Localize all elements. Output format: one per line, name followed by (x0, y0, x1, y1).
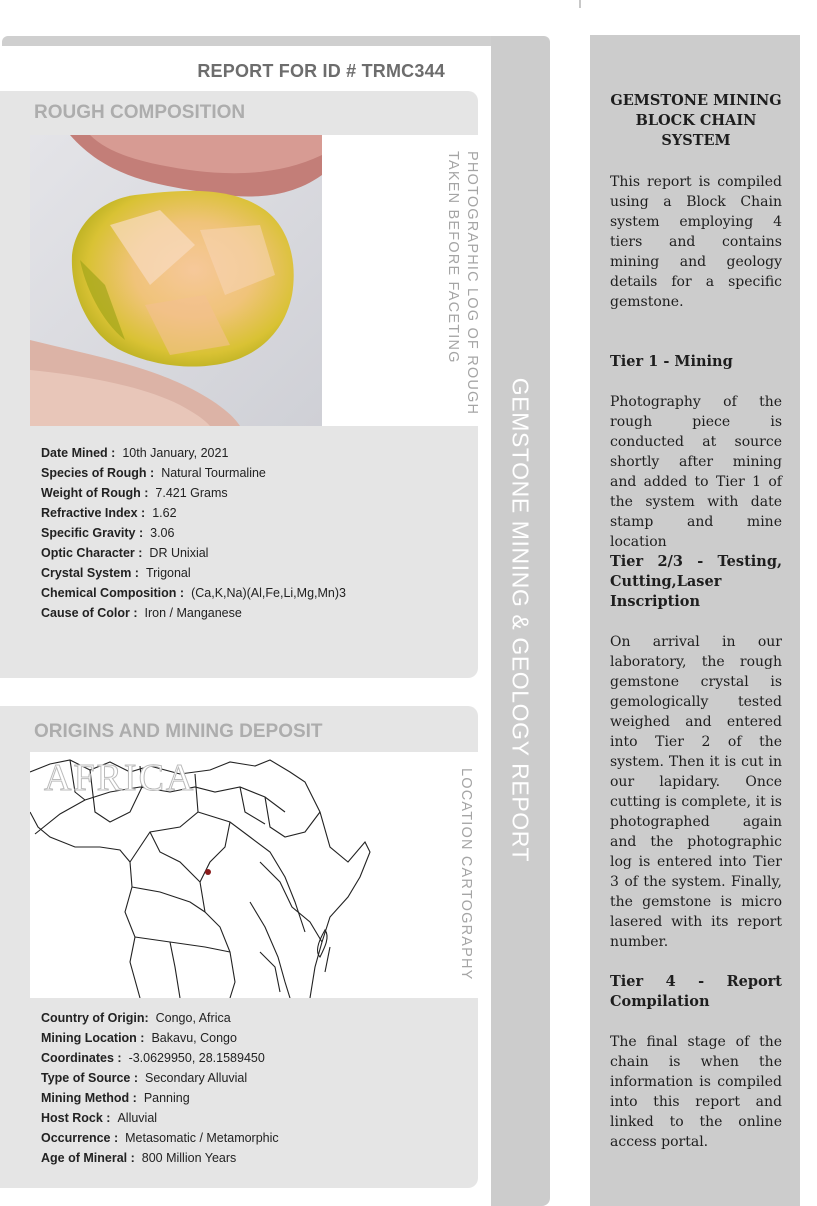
detail-mining-location: Mining Location : Bakavu, Congo (41, 1031, 237, 1045)
sidebar-intro: This report is compiled using a Block Chain system employing 4 tiers and contains mining and geology details for a specific gemstone. (610, 174, 782, 310)
map-caption: LOCATION CARTOGRAPHY (458, 768, 474, 981)
top-divider-tick (579, 0, 581, 8)
map-region-label: AFRICA (44, 757, 196, 799)
mine-location-marker (205, 869, 211, 875)
tier1-body: Photography of the rough piece is conducted at source shortly after mining and added to Tier 1 of the system with date stamp and mine location (610, 394, 782, 550)
photo-caption-line-2: TAKEN BEFORE FACETING (445, 151, 461, 364)
detail-weight: Weight of Rough : 7.421 Grams (41, 486, 228, 500)
vertical-band-title: GEMSTONE MINING & GEOLOGY REPORT (507, 377, 534, 863)
photo-caption (443, 151, 481, 415)
origins-title: ORIGINS AND MINING DEPOSIT (34, 721, 323, 742)
detail-chemical-composition: Chemical Composition : (Ca,K,Na)(Al,Fe,Li,Mg,Mn)3 (41, 586, 346, 600)
sidebar-heading: GEMSTONE MINING BLOCK CHAIN SYSTEM (610, 92, 782, 149)
detail-type-of-source: Type of Source : Secondary Alluvial (41, 1071, 248, 1085)
africa-map (30, 752, 395, 998)
rough-composition-title: ROUGH COMPOSITION (34, 102, 246, 123)
tier4-title: Tier 4 - Report Compilation (610, 973, 782, 1010)
tier23-title: Tier 2/3 - Testing, Cutting,Laser Inscription (610, 553, 782, 610)
detail-specific-gravity: Specific Gravity : 3.06 (41, 526, 175, 540)
detail-coordinates: Coordinates : -3.0629950, 28.1589450 (41, 1051, 265, 1065)
tier23-body: On arrival in our laboratory, the rough gemstone crystal is gemologically tested weighed and entered into Tier 2 of the system. Then it is cut in our lapidary. Once cutting is complete, it is photographed again and the photographic log is entered into Tier 3 of the system. Finally, the gemstone is micro lasered with its report number. (610, 634, 782, 950)
detail-cause-of-color: Cause of Color : Iron / Manganese (41, 606, 242, 620)
report-id-title: REPORT FOR ID # TRMC344 (197, 61, 445, 81)
detail-refractive-index: Refractive Index : 1.62 (41, 506, 177, 520)
top-frame-bar (2, 36, 550, 46)
photo-caption-line-1: PHOTOGRAPHIC LOG OF ROUGH (464, 151, 480, 416)
detail-host-rock: Host Rock : Alluvial (41, 1111, 158, 1125)
tier4-body: The final stage of the chain is when the information is compiled into this report and linked to the online access portal. (610, 1034, 782, 1150)
detail-occurrence: Occurrence : Metasomatic / Metamorphic (41, 1131, 279, 1145)
detail-mining-method: Mining Method : Panning (41, 1091, 190, 1105)
detail-crystal-system: Crystal System : Trigonal (41, 566, 191, 580)
detail-species: Species of Rough : Natural Tourmaline (41, 466, 266, 480)
detail-date-mined: Date Mined : 10th January, 2021 (41, 446, 229, 460)
rough-gemstone-photo (30, 135, 322, 426)
detail-age-of-mineral: Age of Mineral : 800 Million Years (41, 1151, 237, 1165)
tier1-title: Tier 1 - Mining (610, 353, 733, 370)
detail-optic-character: Optic Character : DR Unixial (41, 546, 209, 560)
detail-country: Country of Origin: Congo, Africa (41, 1011, 231, 1025)
